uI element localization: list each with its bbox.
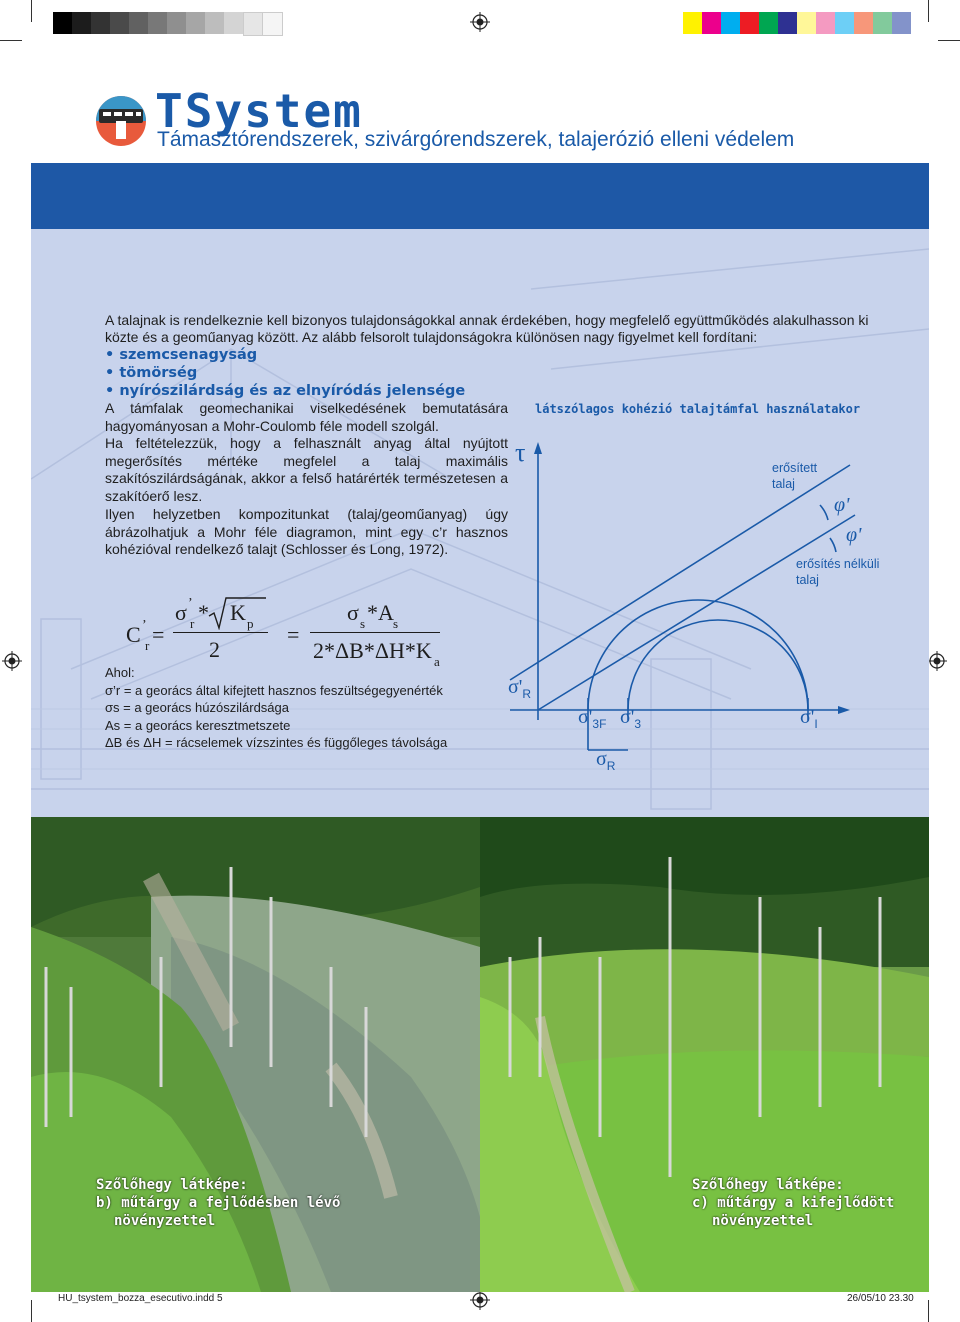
definitions-title: Ahol: bbox=[105, 665, 135, 680]
brand-tagline: Támasztórendszerek, szivárgórendszerek, talajerózió elleni védelem bbox=[157, 128, 795, 151]
phi-angle-reinforced: φ' bbox=[834, 494, 850, 516]
list-item: σs = a georács húzószilárdsága bbox=[105, 700, 289, 715]
list-item: ΔB és ΔH = rácselemek vízszintes és függőleges távolsága bbox=[105, 735, 448, 750]
eq-sub: r bbox=[145, 638, 150, 653]
eq-star: * bbox=[198, 600, 209, 625]
sigma-3f-label: $\sigma'_{3F}$ bbox=[578, 706, 607, 731]
sigma-r-label: $\sigma'_R$ bbox=[508, 676, 532, 701]
paragraph-tensile-limit: Ha feltételezzük, hogy a felhasznált anyag által nyújtott megerősítés mértéke megfelel a talaj maximális szakítószilárdságának, akkor a felső határérték természetesen a szakítóerő lesz. bbox=[105, 435, 508, 504]
paragraph-mohr-coulomb: A támfalak geomechanikai viselkedésének bemutatására hagyományosan a Mohr-Coulomb féle modell szolgál. bbox=[105, 400, 508, 434]
header-band bbox=[31, 163, 929, 229]
brand-title: TSystem bbox=[155, 84, 363, 138]
tau-arrow-icon bbox=[534, 442, 542, 454]
eq-as: *A bbox=[367, 600, 394, 625]
eq-sigma-sub: r bbox=[190, 616, 195, 631]
list-item: σ’r = a georács által kifejtett hasznos feszültségegyenérték bbox=[105, 682, 443, 698]
definitions bbox=[105, 664, 447, 752]
eq-as-sub: s bbox=[393, 616, 399, 631]
property-list bbox=[105, 346, 465, 400]
sigma-r-bottom-label: $\sigma_R$ bbox=[596, 748, 616, 773]
sigma-1-label: $\sigma'_I$ bbox=[800, 706, 818, 731]
unreinforced-soil-label: erősítés nélküli talaj bbox=[796, 557, 880, 587]
footer-date: 26/05/10 23.30 bbox=[847, 1293, 914, 1304]
eq-sigma-s: σ bbox=[347, 600, 359, 625]
phi-angle-unreinforced: φ' bbox=[846, 524, 862, 546]
list-item: As = a georács keresztmetszete bbox=[105, 717, 291, 733]
eq-sigma-s-sub: s bbox=[360, 616, 366, 631]
registration-mark-icon bbox=[470, 1290, 490, 1310]
eq-den-sub: a bbox=[434, 654, 440, 669]
eq-sigma-prime: ’ bbox=[188, 596, 193, 611]
eq-equals: = bbox=[152, 622, 165, 647]
diagram-title: látszólagos kohézió talajtámfal használatakor bbox=[535, 402, 861, 416]
mohr-diagram bbox=[500, 420, 900, 780]
list-item: • szemcsenagyság bbox=[105, 347, 258, 363]
eq-sigma: σ bbox=[175, 600, 187, 625]
eq-k: K bbox=[230, 600, 246, 625]
crop-mark bbox=[928, 1300, 929, 1322]
eq-c: C bbox=[126, 622, 141, 647]
crop-mark bbox=[928, 0, 929, 22]
footer-filename: HU_tsystem_bozza_esecutivo.indd 5 bbox=[58, 1293, 223, 1304]
mohr-circle-unreinforced bbox=[628, 620, 808, 710]
fraction-bar-2 bbox=[310, 632, 440, 633]
list-item: • nyírószilárdság és az elnyíródás jelensége bbox=[105, 383, 466, 399]
fraction-bar bbox=[173, 632, 268, 633]
crop-mark bbox=[31, 0, 32, 22]
eq-k-sub: p bbox=[247, 616, 254, 631]
sigma-arrow-icon bbox=[838, 706, 850, 714]
caption-photo-c: Szőlőhegy látképe: c) műtárgy a kifejlődött növényzettel bbox=[692, 1177, 895, 1229]
eq-denominator: 2 bbox=[209, 637, 220, 662]
eq-equals-2: = bbox=[287, 622, 300, 647]
tsystem-logo-icon bbox=[95, 95, 147, 147]
registration-mark-icon bbox=[927, 651, 947, 671]
crop-mark bbox=[0, 40, 22, 41]
eq-prime: ’ bbox=[142, 618, 147, 633]
registration-mark-icon bbox=[470, 12, 490, 32]
caption-photo-b: Szőlőhegy látképe: b) műtárgy a fejlődésben lévő növényzettel bbox=[96, 1177, 341, 1229]
eq-denominator-2: 2*ΔB*ΔH*K bbox=[313, 638, 432, 663]
list-item: • tömörség bbox=[105, 365, 198, 381]
envelope-unreinforced bbox=[538, 515, 855, 710]
crop-mark bbox=[31, 1300, 32, 1322]
sigma-3-label: $\sigma'_3$ bbox=[620, 706, 642, 731]
reinforced-soil-label: erősített talaj bbox=[772, 461, 818, 491]
mohr-circle-reinforced bbox=[588, 600, 808, 710]
intro-paragraph: A talajnak is rendelkeznie kell bizonyos tulajdonságokkal annak érdekében, hogy megfelelő együttműködés alakulhasson ki közte és a geoműanyag között. Az alább felsorolt tulajdonságokra különösen nagy figyelmet kell fordítani: bbox=[105, 312, 869, 345]
tau-label: τ bbox=[515, 438, 526, 467]
paragraph-composite: Ilyen helyzetben kompozitunkat (talaj/geoműanyag) úgy ábrázolhatjuk a Mohr féle diagramon, mint egy c’r hasznos kohézióval rendelkező talajt (Schlosser és Long, 1972). bbox=[105, 506, 508, 558]
crop-mark bbox=[938, 40, 960, 41]
registration-mark-icon bbox=[2, 651, 22, 671]
